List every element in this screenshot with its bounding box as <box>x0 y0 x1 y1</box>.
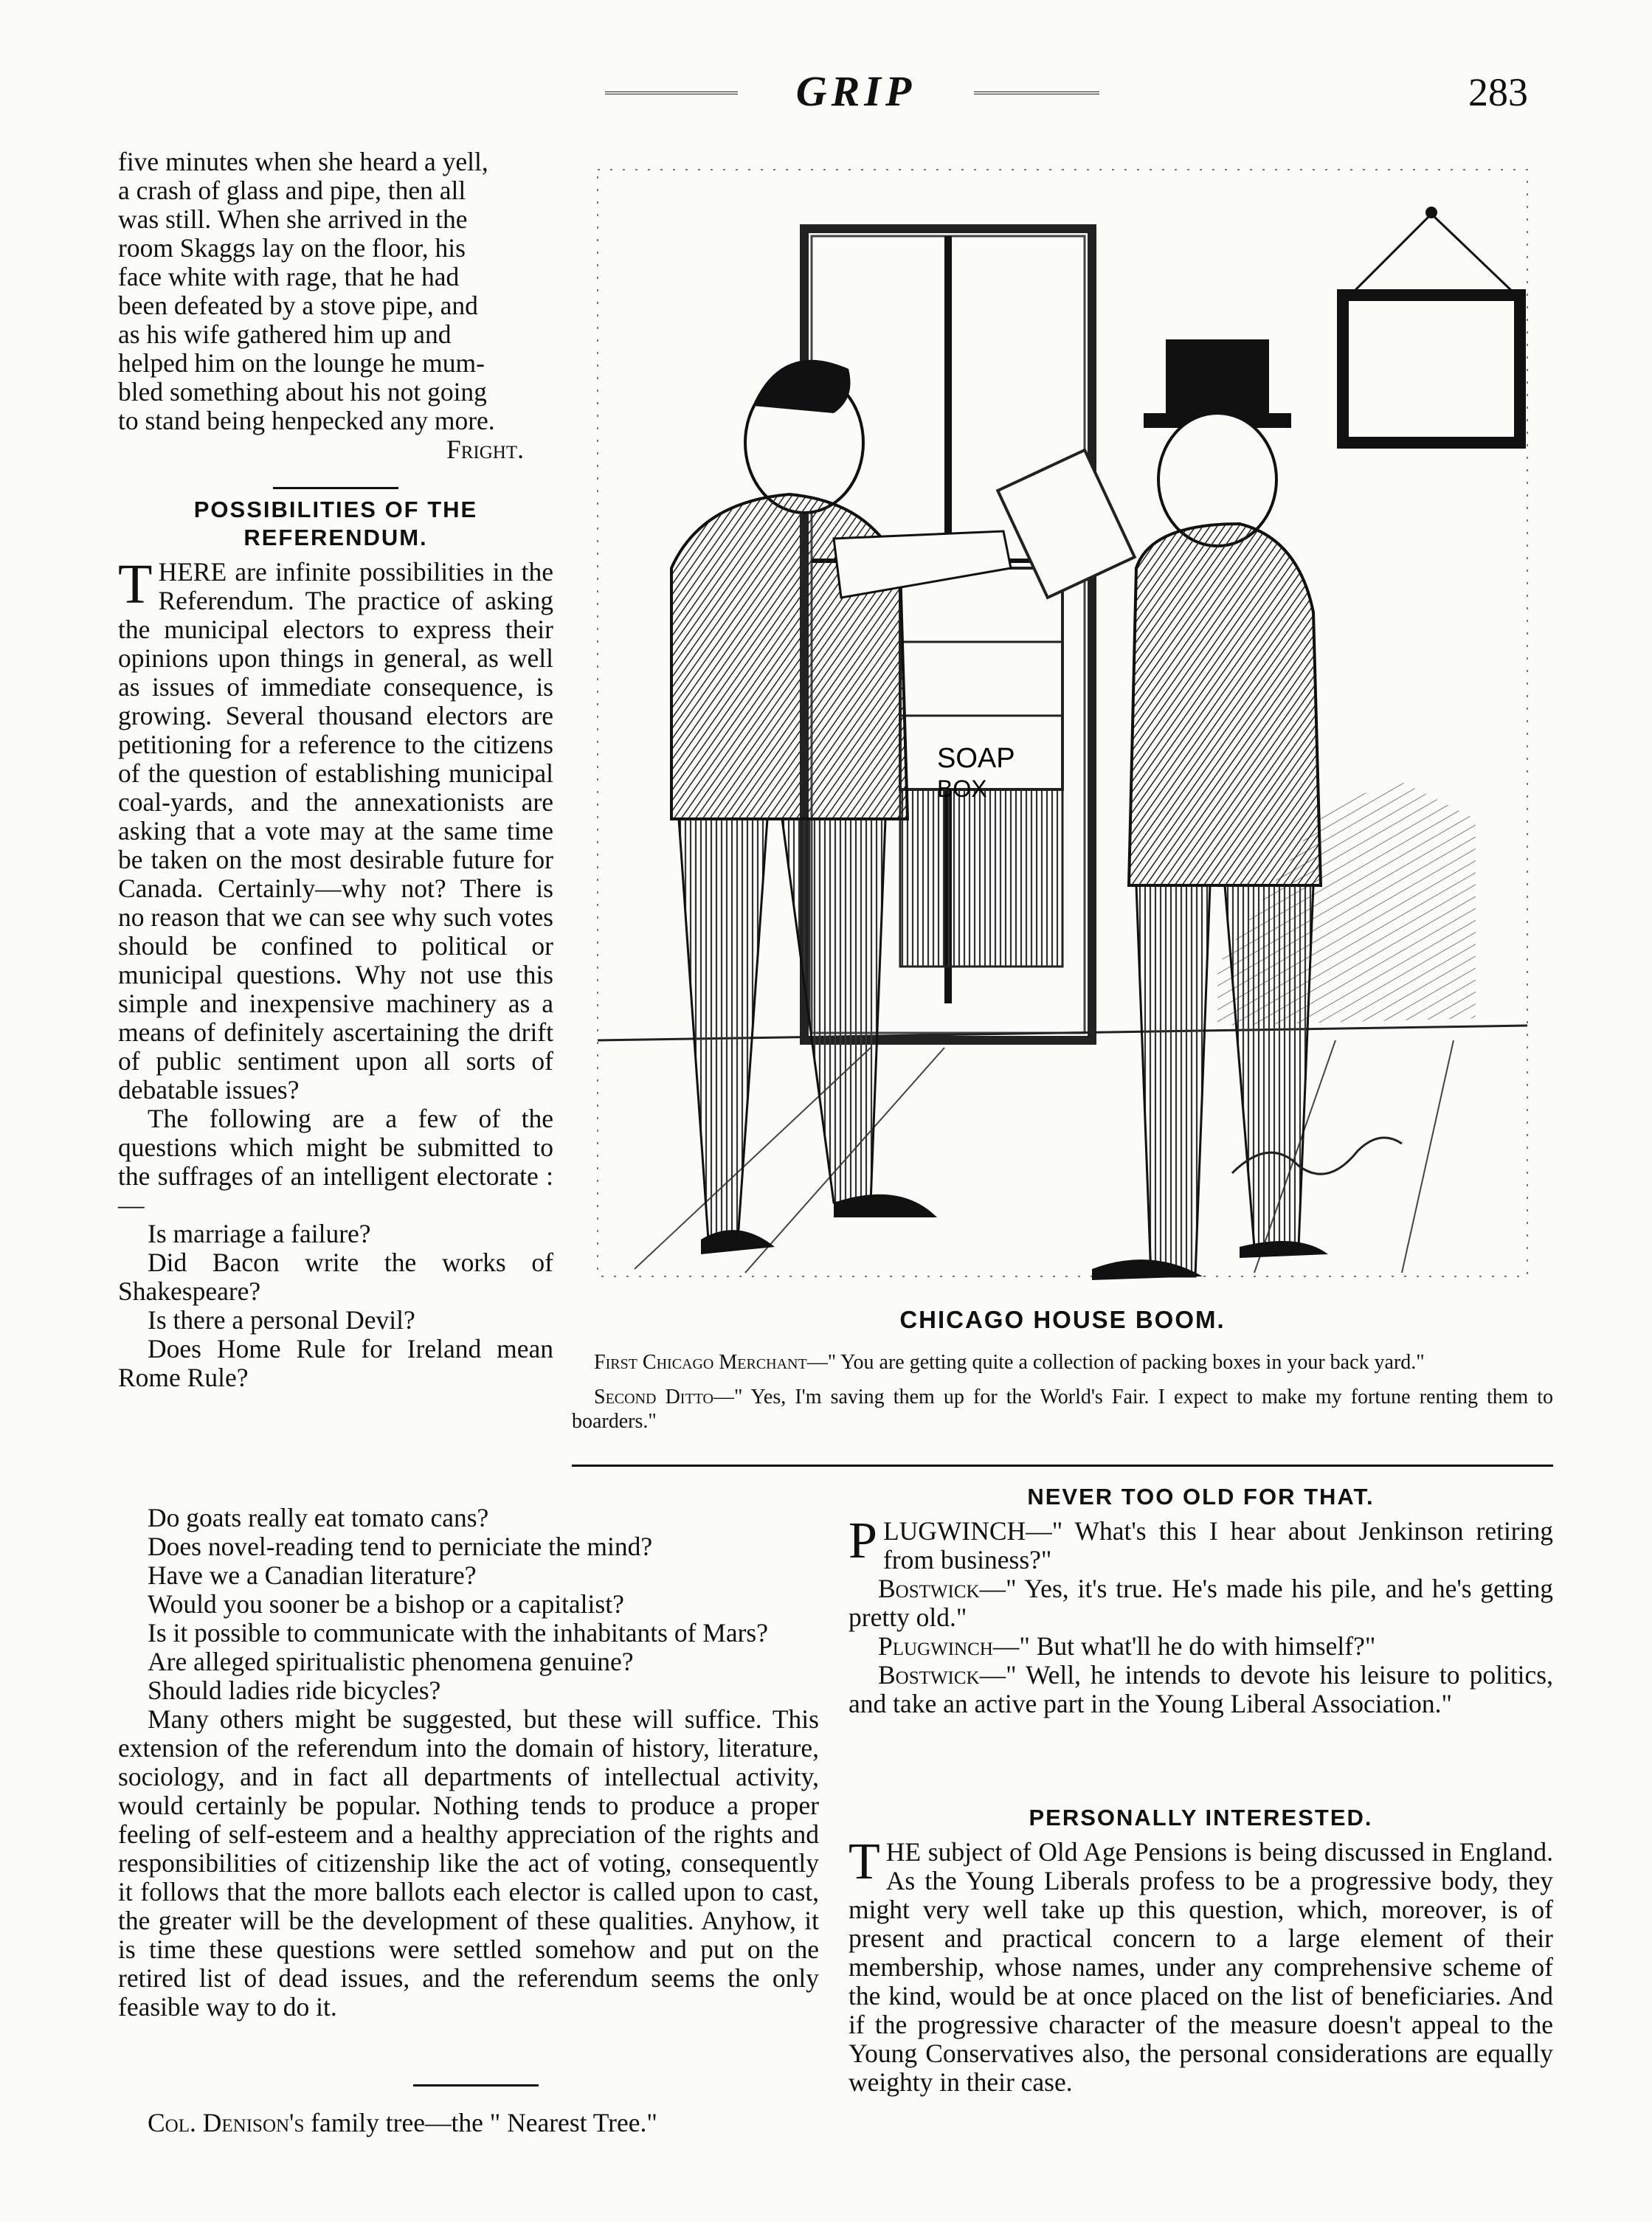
box-label: BOX <box>937 775 987 802</box>
question-item: Does novel-reading tend to perniciate the mind? <box>148 1532 653 1561</box>
drop-cap: P <box>849 1512 877 1569</box>
question-item: Is it possible to communicate with the inhabitants of Mars? <box>148 1618 768 1648</box>
page-header <box>0 66 1652 118</box>
caption-divider <box>572 1465 1553 1467</box>
text-line: room Skaggs lay on the floor, his <box>118 233 466 263</box>
caption-speaker: Second Ditto— <box>594 1386 734 1408</box>
author-signature: Fright. <box>446 435 524 464</box>
cartoon-caption <box>572 1350 1553 1444</box>
cartoon-drawing <box>590 155 1535 1284</box>
dialogue-speaker: Bostwick— <box>878 1574 1006 1603</box>
dialogue-text: " But what'll he do with himself?" <box>1019 1631 1376 1661</box>
text-line: bled something about his not going <box>118 377 487 407</box>
question-item: Did Bacon write the works of Shakespeare? <box>118 1248 553 1306</box>
dialogue-speaker: Plugwinch— <box>878 1631 1020 1661</box>
text-line: was still. When she arrived in the <box>118 204 468 234</box>
drop-cap: T <box>849 1833 880 1890</box>
question-item: Does Home Rule for Ireland mean Rome Rule? <box>118 1334 553 1392</box>
text-line: as his wife gathered him up and <box>118 319 452 349</box>
text-line: a crash of glass and pipe, then all <box>118 176 466 205</box>
never-too-old-article <box>849 1483 1553 1718</box>
article-body <box>118 553 553 1392</box>
dialogue-speaker: LUGWINCH— <box>882 1516 1052 1546</box>
question-item: Do goats really eat tomato cans? <box>148 1503 489 1532</box>
cartoon-illustration <box>590 155 1535 1284</box>
question-item: Are alleged spiritualistic phenomena genuine? <box>148 1647 634 1676</box>
caption-line <box>572 1350 1553 1375</box>
dialogue-speaker: Bostwick— <box>878 1660 1006 1690</box>
referendum-continuation <box>118 1504 819 2022</box>
text-line: five minutes when she heard a yell, <box>118 147 488 176</box>
story-ending <box>118 148 553 464</box>
question-item: Should ladies ride bicycles? <box>148 1676 441 1705</box>
masthead: GRIP <box>795 67 916 115</box>
personally-interested-article <box>849 1804 1553 2097</box>
drop-cap: T <box>118 553 153 615</box>
dialogue-text: " Yes, it's true. He's made his pile, and he's getting pretty old." <box>849 1574 1553 1632</box>
question-item: Have we a Canadian literature? <box>148 1560 477 1590</box>
caption-text: " Yes, I'm saving them up for the World's Fair. I expect to make my fortune renting them to boarders." <box>572 1386 1553 1433</box>
cartoon-title: CHICAGO HOUSE BOOM. <box>899 1306 1226 1333</box>
caption-text: " You are getting quite a collection of packing boxes in your back yard." <box>827 1351 1425 1374</box>
text-line: to stand being henpecked any more. <box>118 406 495 435</box>
article-heading: PERSONALLY INTERESTED. <box>1029 1805 1373 1830</box>
paragraph: HERE are infinite possibilities in the Referendum. The practice of asking the municipal electors to express their opinions upon things in general, as well as issues of immediate consequence, is growing. Several thousand electors are petitioning for a reference to the citizens of the question of establishing municipal coal-yards, and the annexationists are asking that a vote may at the same time be taken on the most desirable future for Canada. Certainly—why not? There is no reason that we can see why such votes should be confined to political or municipal questions. Why not use this simple and inexpensive machinery as a means of definitely ascertaining the drift of public sentiment upon all sorts of debatable issues? <box>118 557 553 1104</box>
article-heading: NEVER TOO OLD FOR THAT. <box>1027 1484 1375 1510</box>
dialogue-text: " Well, he intends to devote his leisure to politics, and take an active part in the Young Liberal Association." <box>849 1660 1553 1718</box>
dialogue-text: " What's this I hear about Jenkinson retiring from business?" <box>882 1516 1553 1574</box>
paragraph: The following are a few of the questions which might be submitted to the suffrages of an intelligent electorate :— <box>118 1104 553 1220</box>
paragraph: HE subject of Old Age Pensions is being discussed in England. As the Young Liberals profess to be a progressive body, they might very well take up this question, which, moreover, is of present and practical concern to a large element of their membership, whose names, under any comprehensive scheme of the kind, would be at once placed on the list of beneficiaries. And if the progressive character of the measure doesn't appeal to the Young Conservatives also, the personal considerations are equally weighty in their case. <box>849 1837 1553 2097</box>
heading-line: REFERENDUM. <box>243 525 428 550</box>
quip-name: Col. Denison's <box>148 2108 305 2137</box>
referendum-article <box>118 496 553 1392</box>
question-item: Is there a personal Devil? <box>148 1305 415 1335</box>
paragraph: Many others might be suggested, but these will suffice. This extension of the referendum into the domain of history, literature, sociology, and in fact all departments of intellectual activity, would certainly be popular. Nothing tends to produce a proper feeling of self-esteem and a healthy appreciation of the rights and responsibilities of citizenship like the act of voting, consequently it follows that the more ballots each elector is called upon to cast, the greater will be the development of these qualities. Anyhow, it is time these questions were settled somehow and put on the retired list of dead issues, and the referendum seems the only feasible way to do it. <box>118 1704 819 2022</box>
heading-line: POSSIBILITIES OF THE <box>193 497 478 522</box>
caption-line <box>572 1385 1553 1434</box>
text-line: been defeated by a stove pipe, and <box>118 291 478 320</box>
quip-text: family tree—the " Nearest Tree." <box>304 2108 657 2137</box>
header-rule-right <box>974 91 1099 94</box>
question-item: Would you sooner be a bishop or a capitalist? <box>148 1589 624 1619</box>
question-item: Is marriage a failure? <box>148 1219 371 1248</box>
page-number: 283 <box>1468 70 1528 114</box>
denison-quip <box>118 2109 819 2137</box>
text-line: helped him on the lounge he mum- <box>118 348 485 378</box>
box-label: SOAP <box>937 743 1015 774</box>
section-divider <box>413 2084 539 2087</box>
section-divider <box>273 487 398 489</box>
article-body <box>849 1512 1553 1718</box>
article-heading <box>118 496 553 552</box>
caption-speaker: First Chicago Merchant— <box>594 1351 828 1374</box>
article-body <box>849 1833 1553 2097</box>
text-line: face white with rage, that he had <box>118 262 460 291</box>
